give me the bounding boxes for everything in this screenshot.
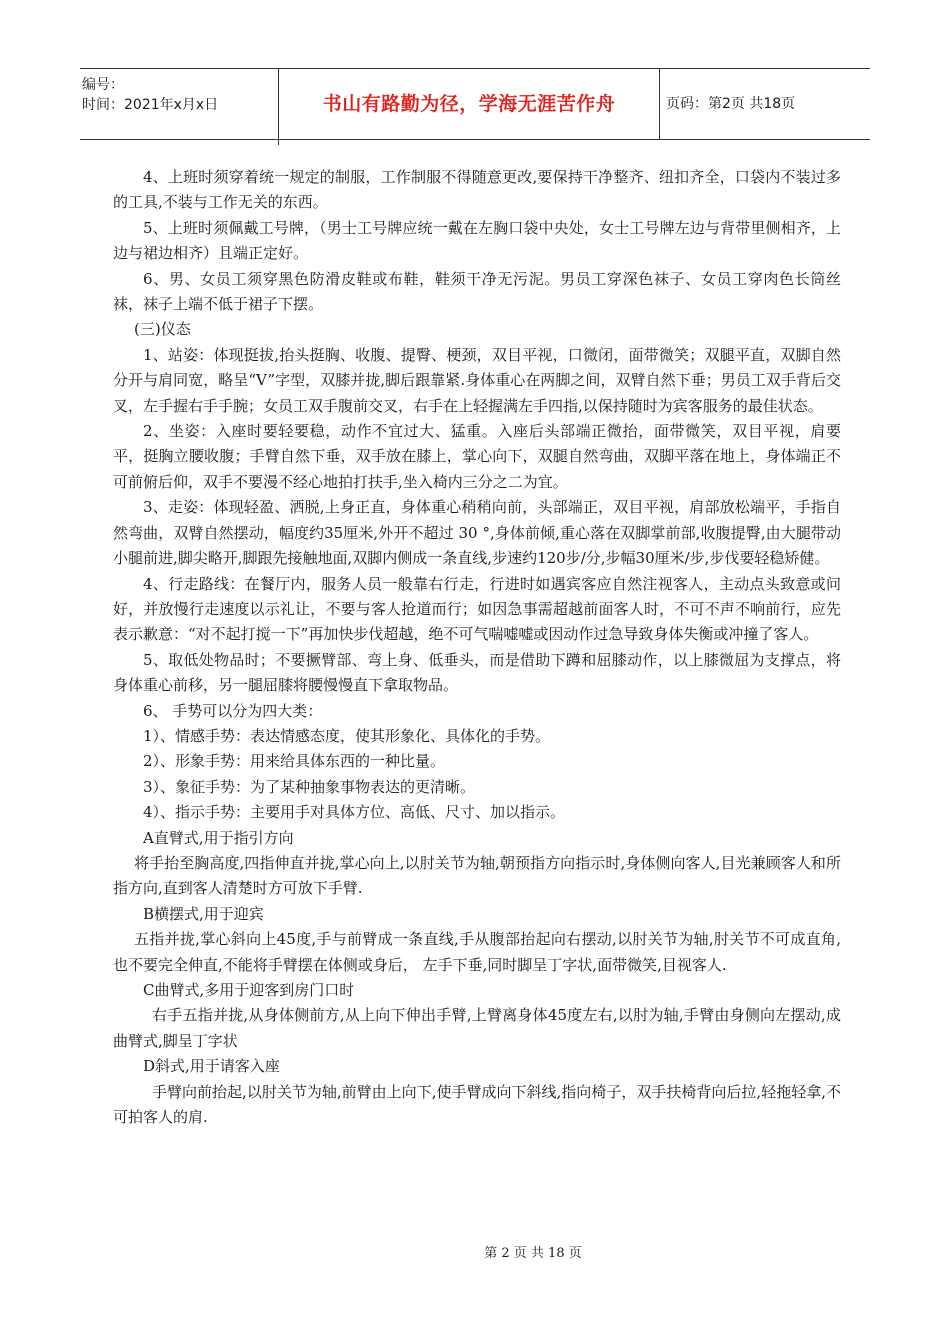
paragraph: 将手抬至胸高度,四指伸直并拢,掌心向上,以肘关节为轴,朝预指方向指示时,身体侧向客人,目光兼顾客人和所指方向,直到客人清楚时方可放下手臂. [113, 853, 841, 898]
paragraph: 5、上班时须佩戴工号牌，（男士工号牌应统一戴在左胸口袋中央处，女士工号牌左边与背带里侧相齐，上边与裙边相齐）且端正定好。 [113, 218, 841, 263]
time-label: 时间：2021年x月x日 [82, 97, 219, 113]
subheading: D斜式,用于请客入座 [143, 1057, 280, 1076]
list-item: 3）、象征手势：为了某种抽象事物表达的更清晰。 [143, 777, 476, 796]
list-item: 1）、情感手势：表达情感态度，使其形象化、具体化的手势。 [143, 726, 551, 745]
header-meta [80, 69, 279, 145]
number-label: 编号： [82, 77, 124, 93]
page-label: 页码：第2页 共18页 [666, 96, 796, 112]
paragraph: 手臂向前抬起,以肘关节为轴,前臂由上向下,使手臂成向下斜线,指向椅子，双手扶椅背向后拉,轻拖轻拿,不可拍客人的肩. [113, 1082, 841, 1127]
page-footer [0, 1242, 950, 1261]
page-footer-text: 第 2 页 共 18 页 [484, 1246, 582, 1261]
header-motto-cell [279, 69, 660, 139]
paragraph: 右手五指并拢,从身体侧前方,从上向下伸出手臂,上臂离身体45度左右,以肘为轴,手臂由身侧向左摆动,成曲臂式,脚呈丁字状 [113, 1006, 841, 1050]
subheading: C曲臂式,多用于迎客到房门口时 [143, 981, 355, 999]
paragraph: 4、行走路线：在餐厅内，服务人员一般靠右行走，行进时如遇宾客应自然注视客人，主动点头致意或问好，并放慢行走速度以示礼让，不要与客人抢道而行；如因急事需超越前面客人时，不可不声不响前行，应先表示歉意：“对不起打搅一下”再加快步伐超越，绝不可气喘嘘嘘或因动作过急导致身体失衡或冲撞了客人。 [113, 574, 841, 644]
subheading: A直臂式,用于指引方向 [143, 828, 294, 847]
paragraph: 1、站姿：体现挺拔,抬头挺胸、收腹、提臀、梗颈，双目平视，口微闭，面带微笑；双腿平直，双脚自然分开与肩同宽，略呈“V”字型，双膝并拢,脚后跟靠紧.身体重心在两脚之间，双臂自然下垂；男员工双手背后交叉，左手握右手手腕；女员工双手腹前交叉，右手在上轻握满左手四指,以保持随时为宾客服务的最佳状态。 [113, 345, 841, 415]
subheading: B横摆式,用于迎宾 [143, 904, 264, 923]
document-header [80, 68, 870, 140]
paragraph: 2、坐姿：入座时要轻要稳，动作不宜过大、猛重。入座后头部端正微抬，面带微笑，双目平视，肩要平，挺胸立腰收腹；手臂自然下垂，双手放在膝上，掌心向下，双腿自然弯曲，双脚平落在地上，身体端正不可前俯后仰，双手不要漫不经心地拍打扶手,坐入椅内三分之二为宜。 [113, 422, 841, 491]
paragraph: 3、走姿：体现轻盈、洒脱,上身正直，身体重心稍稍向前，头部端正，双目平视，肩部放松端平，手指自然弯曲，双臂自然摆动，幅度约35厘米,外开不超过 30 °,身体前倾,重心落在双脚掌前部,收腹提臀,由大腿带动小腿前进,脚尖略开,脚跟先接触地面,双脚内侧成一条直线,步速约120步/分,步幅30厘米/步,步伐要轻稳矫健。 [113, 498, 841, 568]
paragraph: 5、取低处物品时；不要撅臂部、弯上身、低垂头，而是借助下蹲和屈膝动作，以上膝微屈为支撑点，将身体重心前移，另一腿屈膝将腰慢慢直下拿取物品。 [113, 650, 841, 695]
paragraph: 6、男、女员工须穿黑色防滑皮鞋或布鞋，鞋须干净无污泥。男员工穿深色袜子、女员工穿肉色长筒丝袜，袜子上端不低于裙子下摆。 [113, 269, 841, 314]
list-item: 4）、指示手势：主要用手对具体方位、高低、尺寸、加以指示。 [143, 803, 566, 822]
motto: 书山有路勤为径，学海无涯苦作舟 [322, 93, 616, 115]
paragraph: 4、上班时须穿着统一规定的制服，工作制服不得随意更改,要保持干净整齐、纽扣齐全，口袋内不装过多的工具,不装与工作无关的东西。 [113, 168, 841, 212]
document-body [113, 165, 841, 1130]
section-heading: (三)仪态 [134, 320, 191, 339]
list-item: 2）、形象手势：用来给具体东西的一种比量。 [143, 752, 446, 771]
paragraph: 五指并拢,掌心斜向上45度,手与前臂成一条直线,手从腹部抬起向右摆动,以肘关节为轴,肘关节不可成直角,也不要完全伸直,不能将手臂摆在体侧或身后， 左手下垂,同时脚呈丁字状,面带微笑,目视客人. [113, 930, 841, 974]
paragraph: 6、 手势可以分为四大类： [143, 701, 323, 720]
